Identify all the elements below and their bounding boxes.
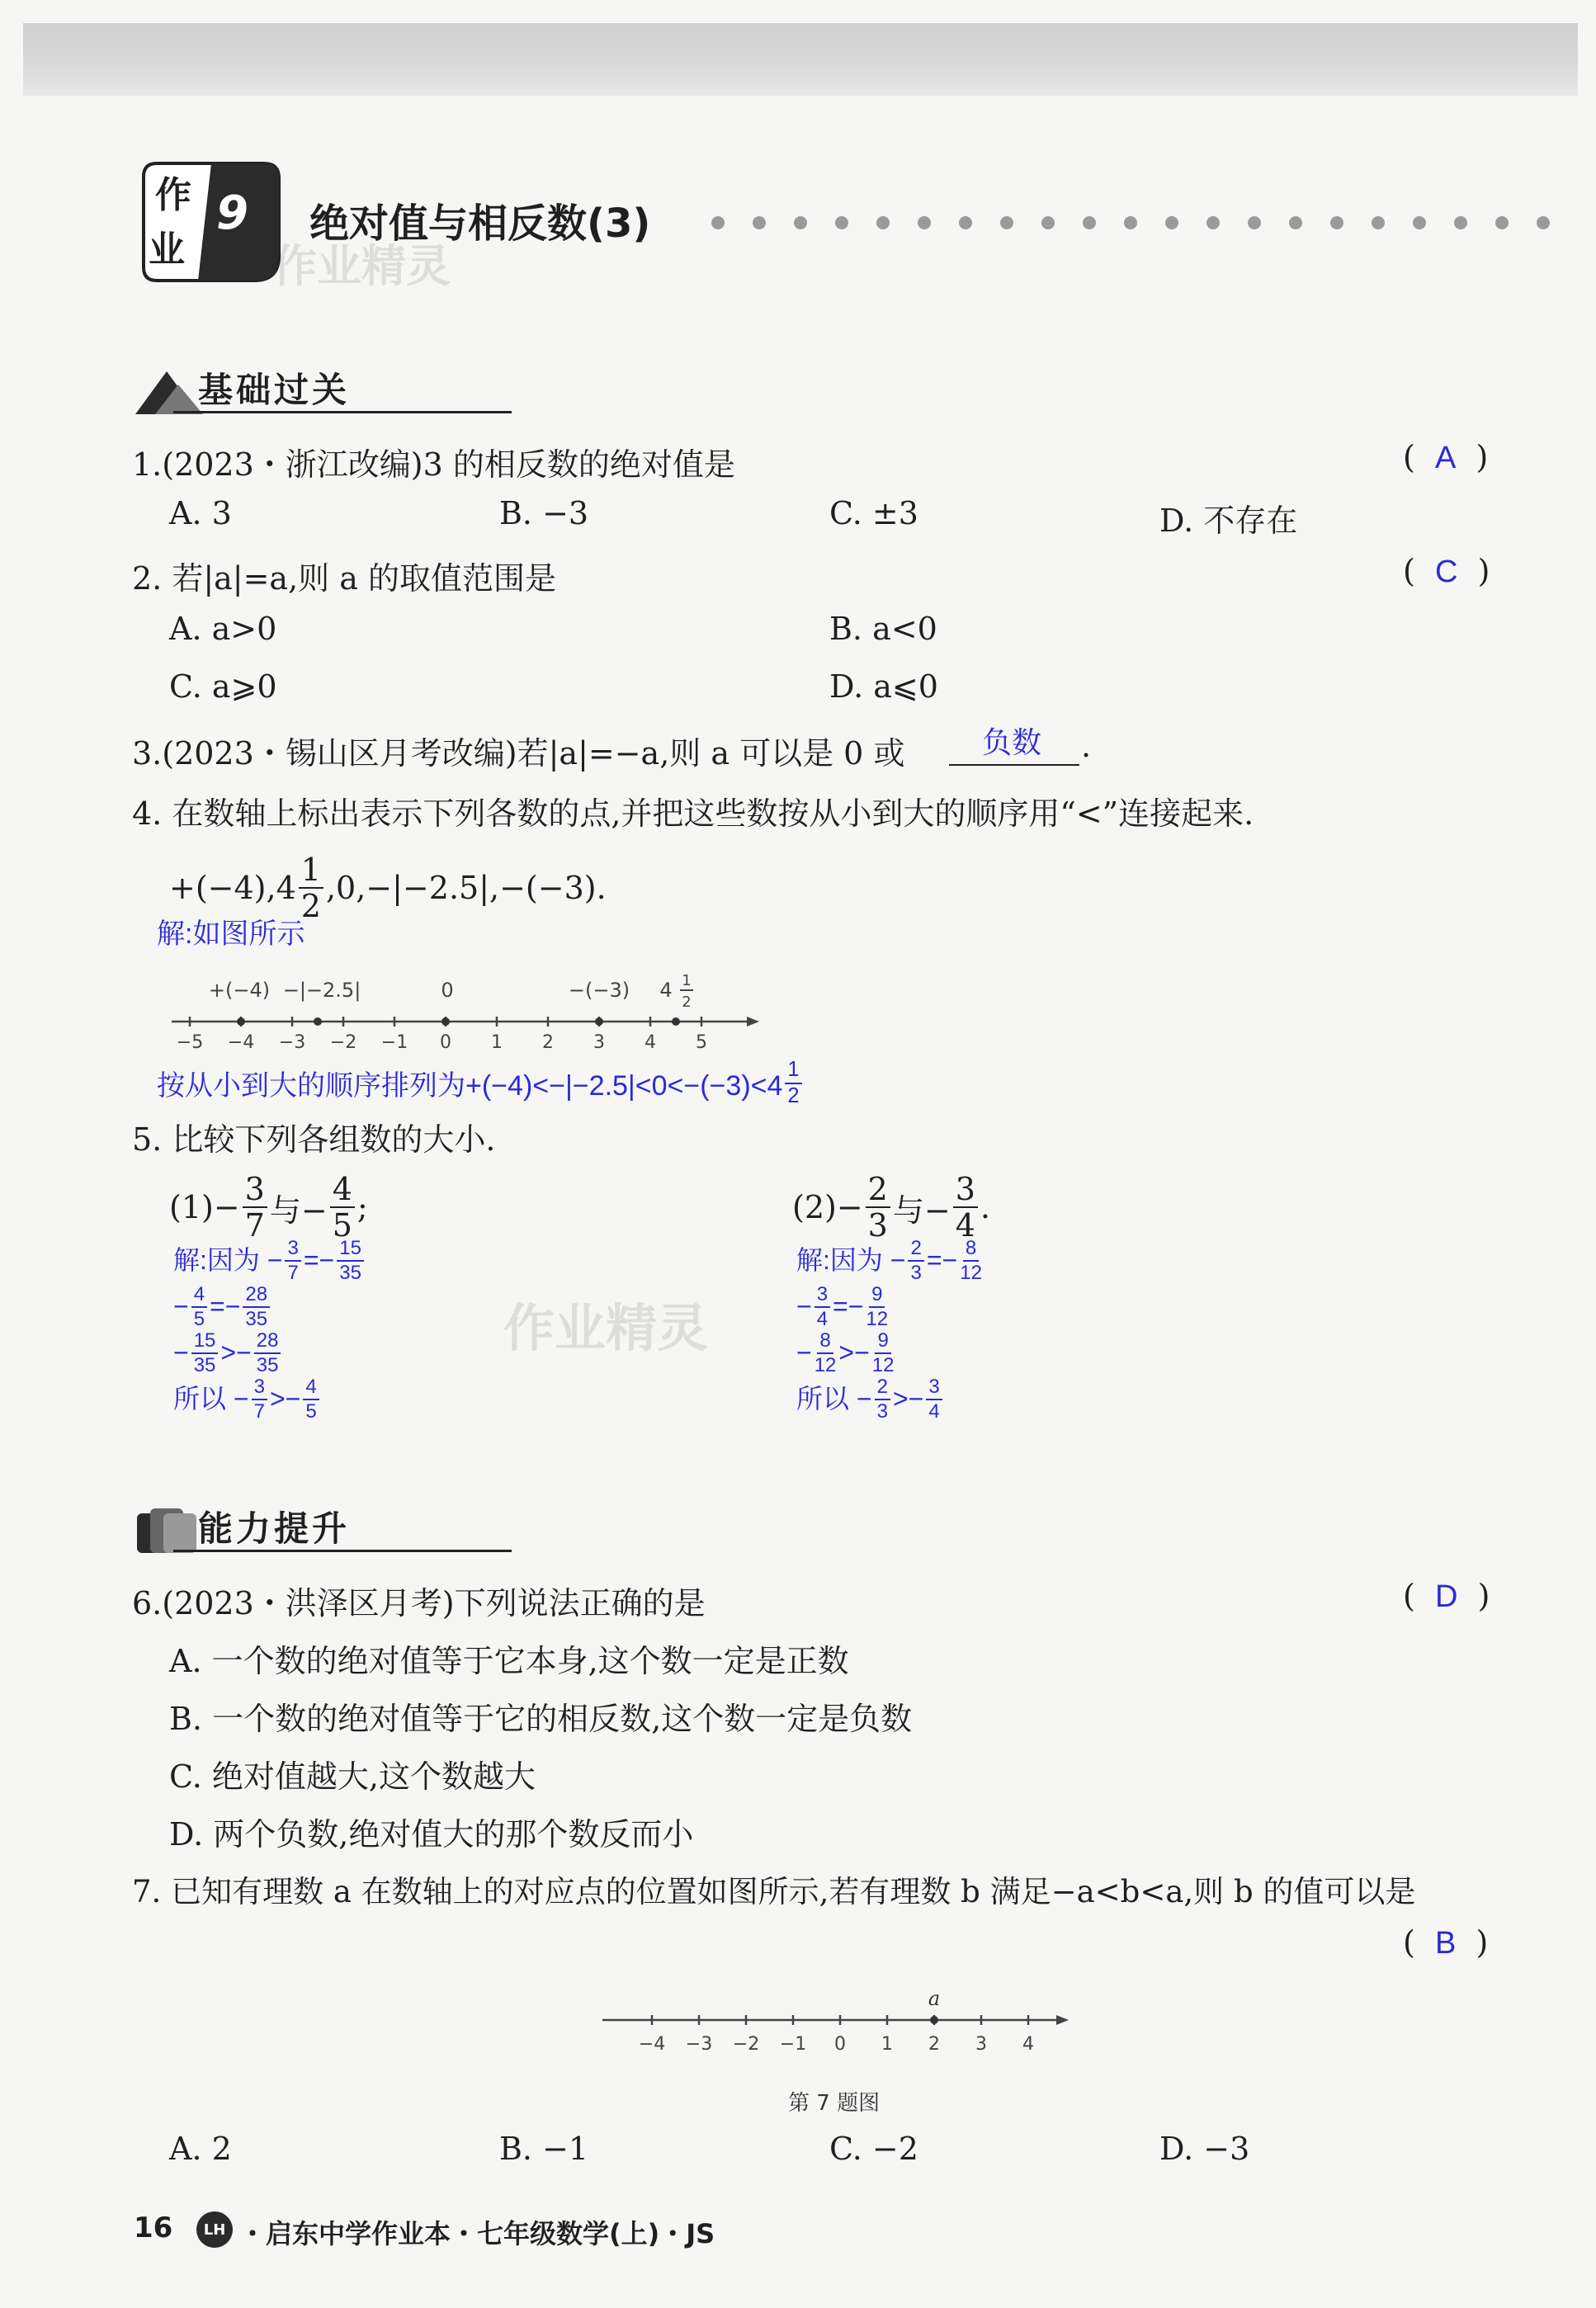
q4-label-neg4: +(−4) (208, 979, 271, 1002)
q5-p1-frac1: $\frac{3}{7}$ (243, 1173, 267, 1241)
q6-stem: 6.(2023・洪泽区月考)下列说法正确的是 (132, 1585, 706, 1621)
page-title: 绝对值与相反数(3) (309, 201, 651, 247)
q5-part1 (169, 1171, 368, 1244)
svg-text:4: 4 (645, 1032, 656, 1053)
q4-point-4-5 (672, 1017, 680, 1026)
q4-point-3 (595, 1017, 603, 1026)
page-number: 16 (134, 2211, 173, 2244)
q5-p2-frac2: $\frac{3}{4}$ (953, 1173, 978, 1241)
q6-option-c: C. 绝对值越大,这个数越大 (169, 1758, 536, 1795)
q6-option-a: A. 一个数的绝对值等于它本身,这个数一定是正数 (169, 1643, 849, 1679)
svg-text:−3: −3 (278, 1032, 306, 1053)
svg-text:−2: −2 (732, 2034, 760, 2055)
q4-label-frac-den: 2 (682, 994, 692, 1011)
q2-answer-bracket: ( C ) (1403, 553, 1490, 589)
q7-point-label: a (928, 1987, 941, 2010)
q5-solution-1: 解:因为 − $\frac{3}{7}$ =− $\frac{15}{35}$ − $\frac{4}{5}$ =− $\frac{28}{35}$ − $\frac{15}{35}$ >− $\frac{28}{35}$ 所以 − $\frac{3}{7}$ >− $\frac{4}{5}$ (173, 1238, 366, 1423)
q5-p1-label: (1)− (169, 1189, 240, 1225)
q5-solution-2: 解:因为 − $\frac{2}{3}$ =− $\frac{8}{12}$ − $\frac{3}{4}$ =− $\frac{9}{12}$ − $\frac{8}{12}$ >− $\frac{9}{12}$ 所以 − $\frac{2}{3}$ >− $\frac{3}{4}$ (796, 1237, 982, 1423)
q4-order-frac-den: 2 (787, 1083, 800, 1107)
badge-bottom-text: 业 (149, 229, 185, 271)
q4-list-a: +(−4),4 (169, 870, 296, 906)
svg-text:2: 2 (542, 1032, 554, 1053)
section-basic (132, 363, 528, 421)
q4-tick-labels (177, 1032, 707, 1053)
svg-text:−1: −1 (380, 1032, 408, 1053)
q5-s2-prefix: 解:因为 (796, 1245, 883, 1276)
title-dot-leader (710, 213, 1576, 233)
publisher-logo: LH (196, 2211, 233, 2248)
q4-order-text: 按从小到大的顺序排列为+(−4)<−|−2.5|<0<−(−3)<4 (157, 1070, 783, 1102)
svg-text:4: 4 (1022, 2034, 1034, 2055)
svg-text:0: 0 (834, 2034, 846, 2055)
q4-order-frac-num: 1 (785, 1060, 801, 1084)
svg-text:−4: −4 (638, 2034, 666, 2055)
q5-p1-mid: 与− (269, 1192, 328, 1229)
q6-answer: D (1434, 1579, 1458, 1614)
q6-answer-bracket: ( D ) (1403, 1578, 1490, 1614)
q1-option-a: A. 3 (169, 495, 232, 531)
q5-p1-frac2: $\frac{4}{5}$ (330, 1173, 355, 1241)
q1-answer-bracket: ( A ) (1403, 439, 1489, 475)
q3-stem: 3.(2023・锡山区月考改编)若|a|=−a,则 a 可以是 0 或 (132, 735, 905, 772)
q4-list-b: ,0,−|−2.5|,−(−3). (325, 870, 607, 906)
q2-option-c: C. a⩾0 (169, 668, 277, 705)
q4-number-line (165, 957, 767, 1056)
q7-option-d: D. −3 (1159, 2131, 1250, 2167)
svg-text:−4: −4 (227, 1032, 255, 1053)
q4-label-neg-neg3: −(−3) (568, 979, 630, 1002)
q1-option-c: C. ±3 (829, 495, 918, 531)
q7-option-c: C. −2 (829, 2131, 918, 2167)
q3-blank-line (949, 764, 1079, 766)
watermark: 作业精灵 (272, 240, 451, 292)
q2-stem: 2. 若|a|=a,则 a 的取值范围是 (132, 560, 556, 597)
q5-s2-so: 所以 (796, 1384, 850, 1414)
q7-option-b: B. −1 (499, 2131, 589, 2167)
q4-point-neg4 (237, 1017, 245, 1026)
q4-frac-num: 1 (299, 854, 323, 889)
q5-p2-mid: 与− (892, 1192, 951, 1229)
q3-blank-answer: 负数 (982, 725, 1042, 759)
book-stack-icon (132, 1502, 206, 1556)
svg-text:−1: −1 (779, 2034, 807, 2055)
section-ability (132, 1502, 528, 1560)
badge-top-text: 作 (155, 174, 191, 216)
q2-option-a: A. a>0 (169, 611, 277, 647)
q4-label-zero: 0 (441, 979, 454, 1002)
section-basic-title: 基础过关 (198, 370, 351, 410)
q4-label-abs: −|−2.5| (282, 979, 361, 1002)
q2-option-b: B. a<0 (829, 611, 937, 647)
q5-p1-end: ; (357, 1189, 368, 1225)
q7-option-a: A. 2 (169, 2131, 232, 2167)
q6-option-d: D. 两个负数,绝对值大的那个数反而小 (169, 1816, 694, 1853)
q4-order-fraction (785, 1060, 801, 1107)
q3-end: . (1081, 728, 1092, 764)
q4-label-frac-num: 1 (682, 972, 692, 989)
q7-answer-bracket: ( B ) (1403, 1924, 1489, 1961)
q1-answer: A (1434, 441, 1457, 475)
q4-point-neg2-5 (314, 1017, 322, 1026)
q4-label-four: 4 (659, 979, 673, 1002)
section-ability-title: 能力提升 (198, 1508, 351, 1549)
q2-answer: C (1434, 555, 1458, 589)
book-title: ・启东中学作业本・七年级数学(上)・JS (239, 2218, 715, 2249)
q7-answer: B (1434, 1926, 1457, 1961)
svg-text:3: 3 (593, 1032, 605, 1053)
svg-text:0: 0 (440, 1032, 451, 1053)
q4-order-solution (157, 1060, 805, 1107)
q5-p2-frac1: $\frac{2}{3}$ (866, 1173, 890, 1241)
svg-text:−3: −3 (685, 2034, 713, 2055)
q7-figure-caption: 第 7 题图 (788, 2091, 881, 2116)
q7-tick-labels (639, 2034, 1034, 2055)
q5-s1-prefix: 解:因为 (173, 1245, 260, 1276)
q7-stem: 7. 已知有理数 a 在数轴上的对应点的位置如图所示,若有理数 b 满足−a<b<a,则 b 的值可以是 (132, 1874, 1416, 1909)
q4-solution-label: 解:如图所示 (157, 918, 305, 950)
svg-text:1: 1 (881, 2034, 893, 2055)
q1-option-b: B. −3 (499, 495, 589, 531)
q1-stem: 1.(2023・浙江改编)3 的相反数的绝对值是 (132, 446, 735, 483)
top-scan-band (23, 23, 1578, 96)
svg-text:−5: −5 (176, 1032, 204, 1053)
q7-number-line (594, 1980, 1073, 2063)
watermark-center: 作业精灵 (503, 1298, 709, 1358)
q5-stem: 5. 比较下列各组数的大小. (132, 1121, 496, 1158)
svg-text:3: 3 (975, 2034, 987, 2055)
mountain-icon (132, 363, 206, 418)
q4-point-0 (441, 1017, 450, 1026)
q7-point-a (930, 2016, 938, 2024)
homework-number: 9 (216, 186, 248, 240)
svg-text:2: 2 (928, 2034, 940, 2055)
q5-p2-end: . (980, 1189, 990, 1225)
svg-text:5: 5 (696, 1032, 707, 1053)
svg-text:−2: −2 (329, 1032, 357, 1053)
q4-stem: 4. 在数轴上标出表示下列各数的点,并把这些数按从小到大的顺序用“<”连接起来. (132, 795, 1254, 832)
svg-text:1: 1 (491, 1032, 503, 1053)
q1-option-d: D. 不存在 (1159, 503, 1298, 539)
q5-s1-so: 所以 (173, 1384, 227, 1414)
q5-p2-label: (2)− (792, 1189, 863, 1225)
q5-part2 (792, 1171, 990, 1244)
q2-option-d: D. a⩽0 (829, 668, 938, 705)
q6-option-b: B. 一个数的绝对值等于它的相反数,这个数一定是负数 (169, 1701, 913, 1737)
q4-frac-den: 2 (300, 888, 321, 924)
